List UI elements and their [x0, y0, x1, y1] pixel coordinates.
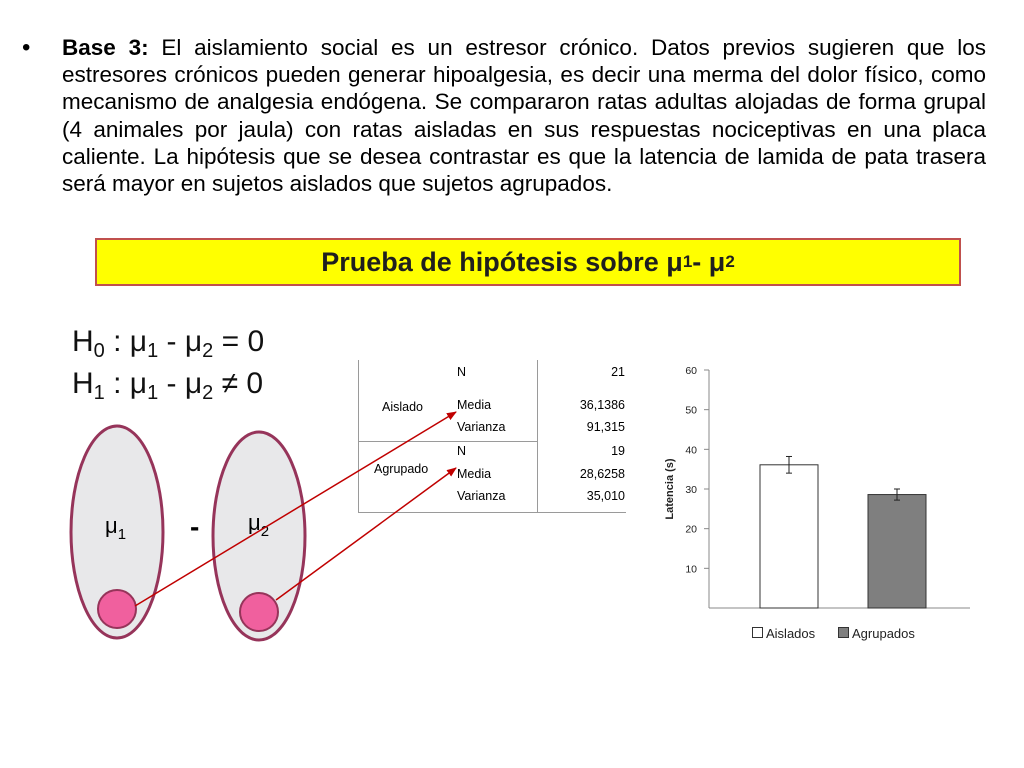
bullet-bold-label: Base 3:: [62, 35, 149, 60]
y-tick-label: 30: [685, 484, 697, 496]
h1-sub: 1: [93, 382, 105, 404]
h0-sub: 0: [93, 340, 105, 362]
stat-value: 35,010: [586, 489, 625, 503]
group-name-aislado: Aislado: [382, 400, 423, 414]
legend-swatch: [838, 627, 849, 638]
stat-label: Media: [457, 398, 492, 412]
group-name-agrupado: Agrupado: [374, 462, 429, 476]
bullet-dot: •: [22, 34, 31, 61]
bullet-body: El aislamiento social es un estresor crónico. Datos previos sugieren que los estresores crónicos pueden generar hipoalgesia, es decir una merma del dolor físico, como mecanismo de analgesia endógena. Se compararon ratas adultas alojadas de forma grupal (4 animales por jaula) con ratas aisladas en sus respuestas nociceptivas en una placa caliente. La hipótesis que se desea contrastar es que la latencia de lamida de pata trasera será mayor en sujetos aislados que sujetos agrupados.: [62, 35, 987, 197]
h1-mu1: : μ: [104, 367, 148, 400]
stat-label: N: [457, 444, 467, 458]
h1-letter: H: [72, 367, 94, 400]
title-prefix: Prueba de hipótesis sobre μ: [321, 246, 683, 277]
legend-label: Agrupados: [852, 626, 915, 641]
stat-value: 36,1386: [579, 398, 625, 412]
mu1-symbol: μ: [105, 513, 118, 538]
h0-mu2-sub: 2: [202, 340, 214, 362]
y-tick-label: 50: [685, 404, 697, 417]
stat-label: Media: [457, 467, 492, 481]
mu2-symbol: μ: [248, 510, 261, 535]
legend-swatch: [752, 627, 763, 638]
h0-relation: = 0: [213, 325, 265, 358]
stat-value: 19: [611, 444, 625, 458]
stat-value: 21: [611, 365, 625, 379]
h1-mu2-sub: 2: [202, 382, 214, 404]
y-tick-label: 40: [685, 444, 697, 457]
stat-value: 28,6258: [579, 467, 625, 481]
h1-relation: ≠ 0: [213, 367, 264, 400]
mu2-sub: 2: [260, 523, 270, 540]
bar-aislados: [760, 465, 818, 608]
h0-mu2: - μ: [158, 325, 203, 358]
h0-letter: H: [72, 325, 94, 358]
bar-agrupados: [868, 495, 926, 608]
title-sub2: 2: [725, 252, 735, 271]
mu1-sub: 1: [117, 526, 127, 543]
h0-mu1: : μ: [104, 325, 148, 358]
stat-value: 91,315: [586, 420, 625, 434]
y-tick-label: 20: [685, 523, 697, 536]
title-middle: - μ: [692, 246, 726, 277]
h1-mu1-sub: 1: [147, 382, 159, 404]
legend-item-agrupados: [838, 626, 915, 641]
y-tick-label: 10: [685, 563, 697, 576]
stat-label: Varianza: [457, 420, 506, 434]
legend-item-aislados: [752, 626, 815, 641]
stat-label: Varianza: [457, 489, 506, 503]
chart-axes: [685, 365, 970, 608]
chart-bars: [760, 456, 926, 608]
legend-label: Aislados: [766, 626, 816, 641]
h1-mu2: - μ: [158, 367, 203, 400]
minus-sign: -: [190, 511, 200, 542]
y-tick-label: 60: [685, 365, 697, 377]
y-axis-label: Latencia (s): [664, 458, 676, 520]
stat-label: N: [457, 365, 467, 379]
title-sub1: 1: [682, 252, 693, 271]
h0-mu1-sub: 1: [147, 340, 159, 362]
